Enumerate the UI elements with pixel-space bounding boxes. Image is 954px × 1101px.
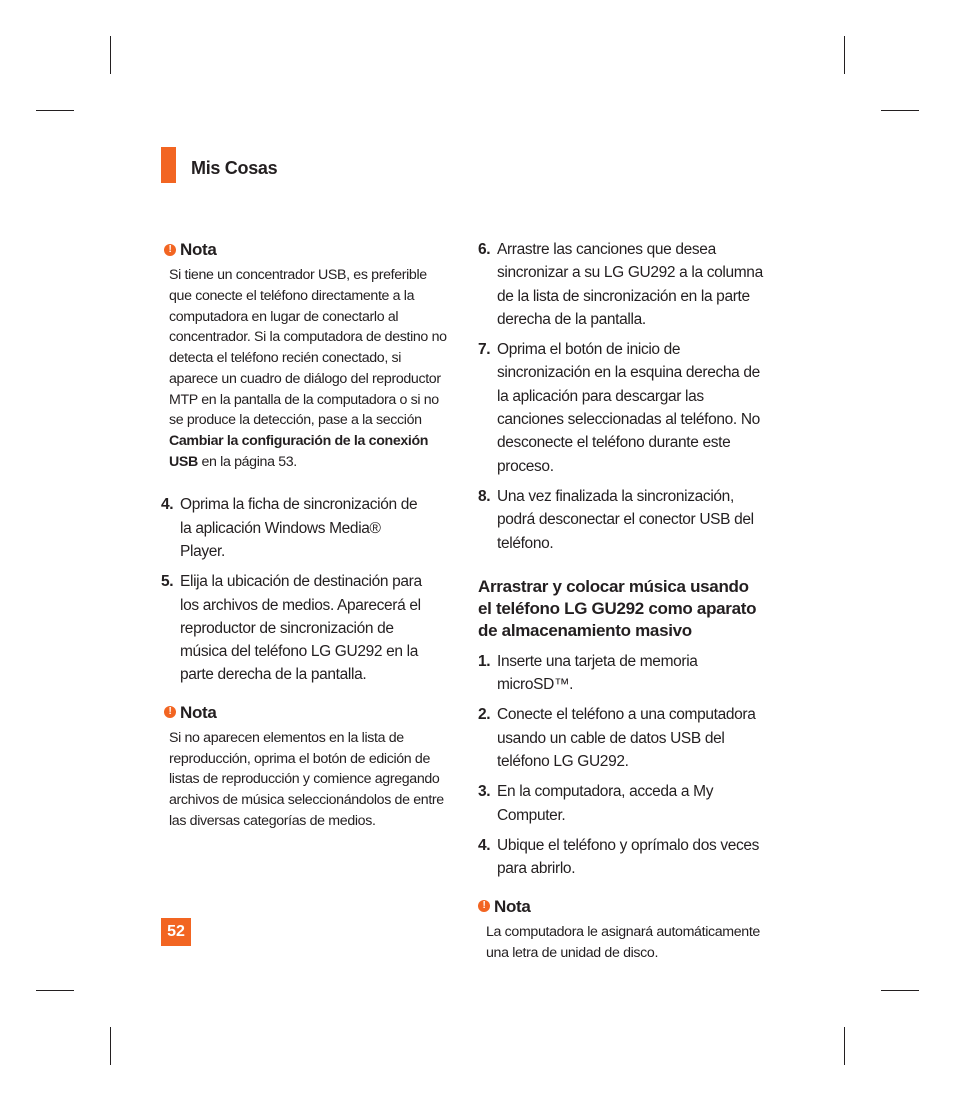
note-box [164, 238, 461, 472]
crop-mark [881, 990, 919, 991]
list-item [161, 570, 423, 686]
step-number: 4. [161, 496, 174, 514]
note-text-part: en la página 53. [197, 453, 297, 470]
step-number: 7. [478, 341, 491, 359]
step-text: Elija la ubicación de destinación para los archivos de medios. Aparecerá el reproductor de sincronización de música del teléfono LG GU292 en la parte derecha de la pantalla. [180, 573, 422, 684]
step-text: Conecte el teléfono a una computadora usando un cable de datos USB del teléfono LG GU292. [497, 706, 756, 771]
step-number: 4. [478, 836, 491, 854]
exclamation-circle-icon: ! [478, 900, 490, 912]
note-heading-label: Nota [180, 240, 217, 259]
step-number: 3. [478, 783, 491, 801]
note-box [478, 895, 778, 964]
step-number: 2. [478, 706, 491, 724]
crop-mark [36, 990, 74, 991]
note-box [164, 701, 461, 832]
section-title: Mis Cosas [191, 158, 278, 178]
step-list [478, 650, 770, 881]
crop-mark [36, 110, 74, 111]
note-heading-label: Nota [180, 702, 217, 722]
note-heading-label: Nota [494, 896, 531, 916]
step-text: Inserte una tarjeta de memoria microSD™. [497, 652, 698, 694]
step-list [161, 493, 423, 686]
list-item [161, 493, 423, 563]
left-column [161, 238, 461, 832]
note-link-text: Cambiar la configuración de la conexión USB [169, 432, 429, 470]
crop-mark [844, 36, 845, 74]
step-text: Arrastre las canciones que desea sincronizar a su LG GU292 a la columna de la lista de sincronización en la parte derecha de la pantalla. [497, 241, 763, 328]
note-text [169, 265, 451, 472]
subheading: Arrastrar y colocar música usando el teléfono LG GU292 como aparato de almacenamiento masivo [478, 576, 757, 640]
step-number: 8. [478, 487, 491, 505]
list-item [478, 338, 770, 478]
note-text: Si no aparecen elementos en la lista de reproducción, oprima el botón de edición de listas de reproducción y comience agregando archivos de música seleccionándolos de entre las diversas categorías de medios. [169, 730, 444, 829]
list-item [478, 238, 770, 331]
step-number: 6. [478, 241, 491, 258]
step-text: Una vez finalizada la sincronización, podrá desconectar el conector USB del teléfono. [497, 487, 754, 552]
step-text: Oprima el botón de inicio de sincronización en la esquina derecha de la aplicación para descargar las canciones seleccionadas al teléfono. No desconecte el teléfono durante este proceso. [497, 341, 760, 475]
step-number: 5. [161, 573, 174, 591]
crop-mark [881, 110, 919, 111]
list-item [478, 780, 770, 827]
crop-mark [844, 1027, 845, 1065]
crop-mark [110, 1027, 111, 1065]
step-number: 1. [478, 652, 491, 670]
step-text: Oprima la ficha de sincronización de la aplicación Windows Media® Player. [180, 496, 418, 560]
step-text: En la computadora, acceda a My Computer. [497, 783, 714, 824]
list-item [478, 834, 770, 881]
exclamation-circle-icon: ! [164, 706, 176, 718]
step-text: Ubique el teléfono y oprímalo dos veces para abrirlo. [497, 836, 760, 878]
exclamation-circle-icon: ! [164, 244, 176, 256]
step-list [478, 238, 770, 555]
section-accent-bar [161, 147, 176, 183]
list-item [478, 650, 770, 697]
note-text-part: Si tiene un concentrador USB, es preferible que conecte el teléfono directamente a la computadora en lugar de conectarlo al concentrador. Si la computadora de destino no detecta el teléfono recién conectado, si aparece un cuadro de diálogo del reproductor MTP en la pantalla de la computadora o si no se produce la detección, pase a la sección [169, 267, 447, 429]
right-column [478, 238, 778, 963]
crop-mark [110, 36, 111, 74]
note-text: La computadora le asignará automáticamente una letra de unidad de disco. [486, 923, 760, 961]
list-item [478, 485, 770, 555]
note-heading [164, 238, 461, 261]
page-number: 52 [161, 918, 191, 946]
note-heading [164, 701, 461, 724]
note-heading [478, 895, 778, 918]
list-item [478, 703, 770, 773]
